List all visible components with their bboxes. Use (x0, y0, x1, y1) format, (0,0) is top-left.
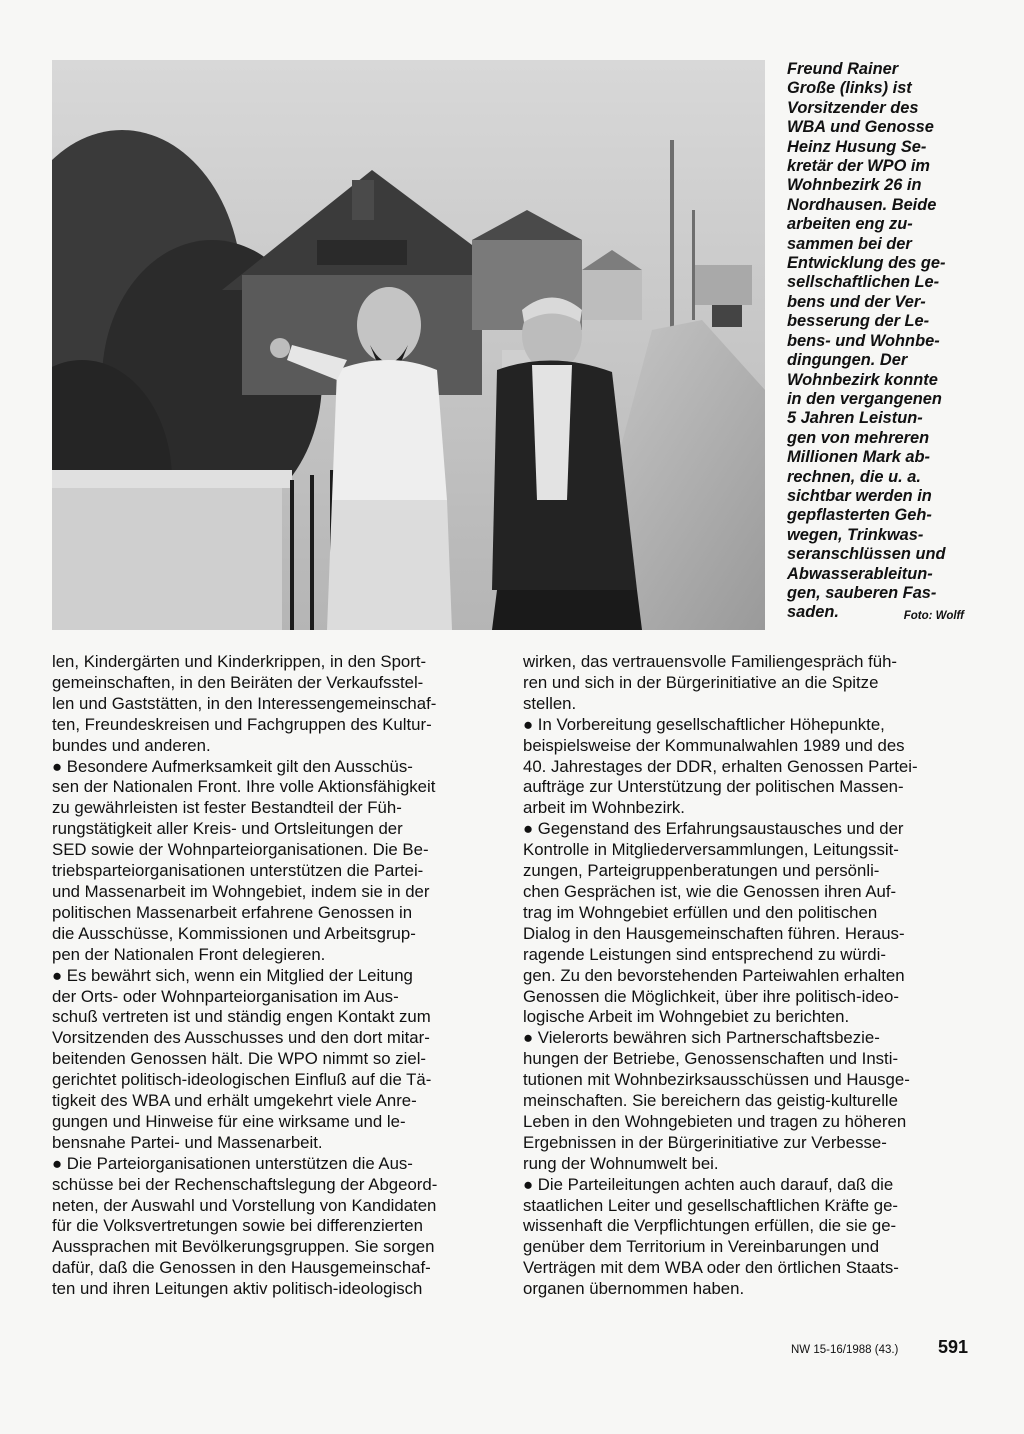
photo-credit: Foto: Wolff (903, 610, 964, 622)
issue-reference: NW 15-16/1988 (43.) (791, 1344, 899, 1356)
article-column-right: wirken, das vertrauensvolle Familiengespräch füh- ren und sich in der Bürgerinitiative an die Spitze stellen. ● In Vorbereitung gesellschaftlicher Höhepunkte, beispielsweise der Kommunalwahlen 1989 und des 40. Jahrestages der DDR, erhalten Genossen Partei- aufträge zur Unterstützung der politischen Massen- arbeit im Wohnbezirk. ● Gegenstand des Erfahrungsaustausches und der Kontrolle in Mitgliederversammlungen, Leitungssit- zungen, Parteigruppenberatungen und persönli- chen Gesprächen ist, wie die Genossen ihren Auf- trag im Wohngebiet erfüllen und den politischen Dialog in den Hausgemeinschaften führen. Heraus- ragende Leistungen sind entsprechend zu würdi- gen. Zu den bevorstehenden Parteiwahlen erhalten Genossen die Möglichkeit, über ihre politisch-ideo- logische Arbeit im Wohngebiet zu berichten. ● Vielerorts bewähren sich Partnerschaftsbezie- hungen der Betriebe, Genossenschaften und Insti- tutionen mit Wohnbezirksausschüssen und Hausge- meinschaften. Sie bereichern das geistig-kulturelle Leben in den Wohngebieten und tragen zu höheren Ergebnissen in der Bürgerinitiative zur Verbesse- rung der Wohnumwelt bei. ● Die Parteileitungen achten auch darauf, daß die staatlichen Leiter und gesellschaftlichen Kräfte ge- wissenhaft die Verpflichtungen erfüllen, die sie ge- genüber dem Territorium in Vereinbarungen und Verträgen mit dem WBA oder den örtlichen Staats- organen übernommen haben. (523, 652, 918, 1299)
article-photo (52, 60, 765, 630)
page-number: 591 (938, 1337, 969, 1357)
photo-caption: Freund Rainer Große (links) ist Vorsitzender des WBA und Genosse Heinz Husung Se- kretär der WPO im Wohnbezirk 26 in Nordhausen. Beide arbeiten eng zu- sammen bei der Entwicklung des ge- sellschaftlichen Le- bens und der Ver- besserung der Le- bens- und Wohnbe- dingungen. Der Wohnbezirk konnte in den vergangenen 5 Jahren Leistun- gen von mehreren Millionen Mark ab- rechnen, die u. a. sichtbar werden in gepflasterten Geh- wegen, Trinkwas- seranschlüssen und Abwasserableitun- gen, sauberen Fas- saden. (787, 60, 946, 622)
article-column-left: len, Kindergärten und Kinderkrippen, in den Sport- gemeinschaften, in den Beiräten der Verkaufsstel- len und Gaststätten, in den Interessengemeinschaf- ten, Freundeskreisen und Fachgruppen des Kultur- bundes und anderen. ● Besondere Aufmerksamkeit gilt den Ausschüs- sen der Nationalen Front. Ihre volle Aktionsfähigkeit zu gewährleisten ist fester Bestandteil der Füh- rungstätigkeit aller Kreis- und Ortsleitungen der SED sowie der Wohnparteiorganisationen. Die Be- triebsparteiorganisationen unterstützen die Partei- und Massenarbeit im Wohngebiet, indem sie in der politischen Massenarbeit erfahrene Genossen in die Ausschüsse, Kommissionen und Arbeitsgrup- pen der Nationalen Front delegieren. ● Es bewährt sich, wenn ein Mitglied der Leitung der Orts- oder Wohnparteiorganisation im Aus- schuß vertreten ist und ständig engen Kontakt zum Vorsitzenden des Ausschusses und den dort mitar- beitenden Genossen hält. Die WPO nimmt so ziel- gerichtet politisch-ideologischen Einfluß auf die Tä- tigkeit des WBA und erhält umgekehrt viele Anre- gungen und Hinweise für eine wirksame und le- bensnahe Partei- und Massenarbeit. ● Die Parteiorganisationen unterstützen die Aus- schüsse bei der Rechenschaftslegung der Abgeord- neten, der Auswahl und Vorstellung von Kandidaten für die Volksvertretungen sowie bei differenzierten Aussprachen mit Bevölkerungsgruppen. Sie sorgen dafür, daß die Genossen in den Hausgemeinschaf- ten und ihren Leitungen aktiv politisch-ideologisch (52, 652, 438, 1299)
photo-two-men-street (52, 60, 765, 630)
